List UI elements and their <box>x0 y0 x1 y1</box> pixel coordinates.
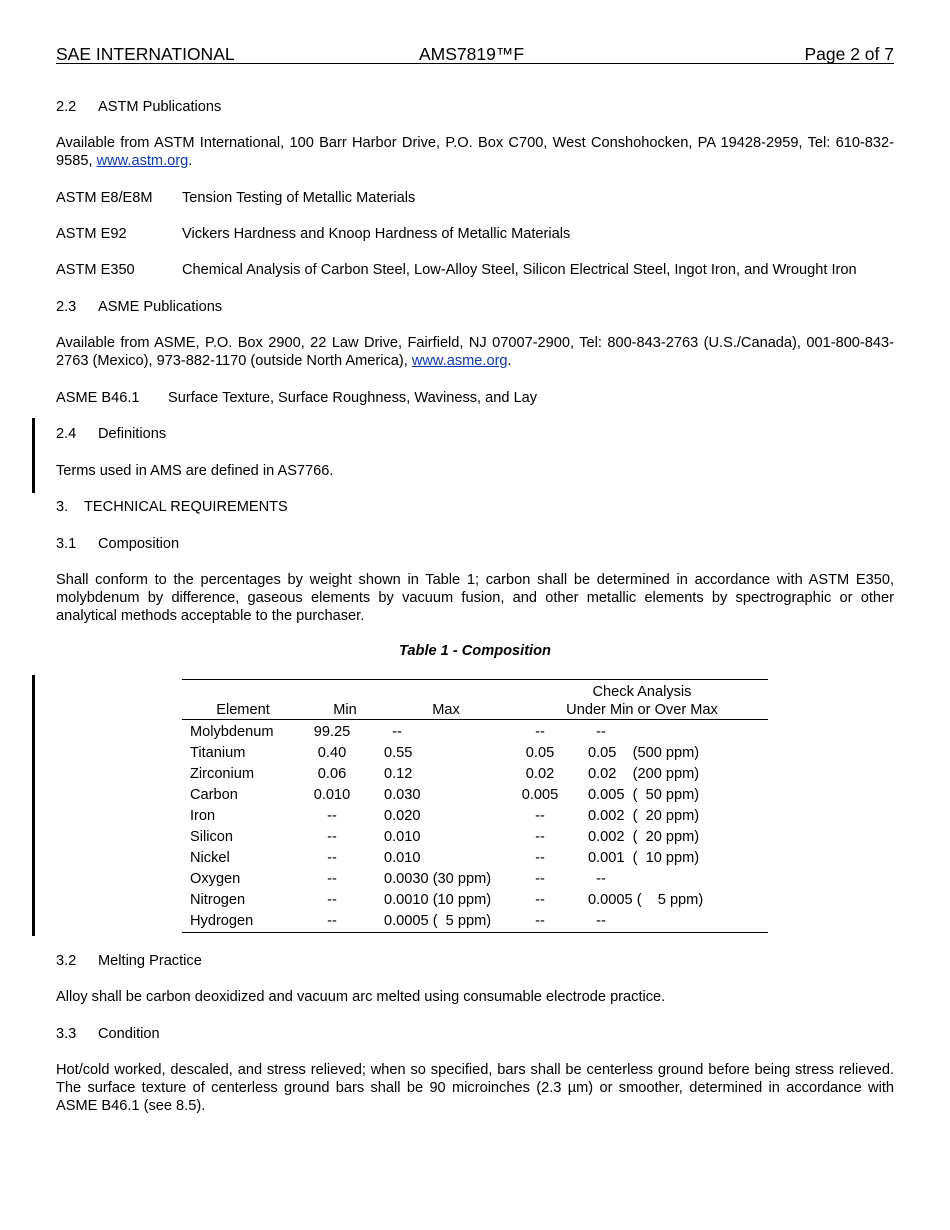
ref-code: ASTM E8/E8M <box>56 190 153 206</box>
asme-link[interactable]: www.asme.org <box>411 353 508 369</box>
cell-element: Iron <box>190 808 216 824</box>
table-top-rule <box>182 679 768 680</box>
section-3-2-title: Melting Practice <box>98 953 202 969</box>
ref-title: Chemical Analysis of Carbon Steel, Low-Alloy Steel, Silicon Electrical Steel, Ingot Iron, and Wrought Iron <box>182 262 857 278</box>
cell-min: -- <box>327 850 337 866</box>
cell-max: -- <box>384 724 402 740</box>
ref-title: Vickers Hardness and Knoop Hardness of Metallic Materials <box>182 226 571 242</box>
cell-over-max: -- <box>588 724 606 740</box>
section-2-3-title: ASME Publications <box>98 299 223 315</box>
table-header-rule <box>182 719 768 720</box>
header-org: SAE INTERNATIONAL <box>56 44 235 64</box>
cell-under-min: 0.005 <box>521 787 559 803</box>
section-3-1-number: 3.1 <box>56 536 77 552</box>
section-3-number: 3. <box>56 499 69 515</box>
section-3-1-title: Composition <box>98 536 180 552</box>
cell-element: Titanium <box>190 745 246 761</box>
cell-max: 0.010 <box>384 829 421 845</box>
cell-under-min: -- <box>535 724 545 740</box>
cell-max: 0.0030 (30 ppm) <box>384 871 492 887</box>
cell-under-min: -- <box>535 829 545 845</box>
cell-min: -- <box>327 913 337 929</box>
section-3-2-number: 3.2 <box>56 953 77 969</box>
cell-max: 0.030 <box>384 787 421 803</box>
section-3-1-paragraph: Shall conform to the percentages by weight shown in Table 1; carbon shall be determined in accordance with ASTM E350, molybdenum by difference, gaseous elements by vacuum fusion, and other metallic elements by spectrographic or other analytical methods acceptable to the purchaser. <box>56 572 894 624</box>
cell-min: 0.010 <box>313 787 351 803</box>
table-header-check-line1: Check Analysis <box>592 684 692 700</box>
cell-over-max: -- <box>588 871 606 887</box>
cell-over-max: 0.002 ( 20 ppm) <box>588 829 700 845</box>
table-caption: Table 1 - Composition <box>399 643 551 659</box>
cell-min: 0.06 <box>317 766 347 782</box>
cell-element: Silicon <box>190 829 233 845</box>
cell-over-max: 0.05 (500 ppm) <box>588 745 700 761</box>
section-2-2-paragraph <box>56 134 894 170</box>
section-3-3-title: Condition <box>98 1026 160 1042</box>
cell-max: 0.0010 (10 ppm) <box>384 892 492 908</box>
cell-under-min: 0.05 <box>525 745 555 761</box>
cell-over-max: 0.0005 ( 5 ppm) <box>588 892 704 908</box>
ref-code: ASTM E350 <box>56 262 135 278</box>
ref-code: ASTM E92 <box>56 226 127 242</box>
astm-link[interactable]: www.astm.org <box>96 153 189 169</box>
cell-under-min: -- <box>535 913 545 929</box>
cell-min: -- <box>327 871 337 887</box>
cell-over-max: 0.002 ( 20 ppm) <box>588 808 700 824</box>
header-page-number: Page 2 of 7 <box>804 44 894 64</box>
cell-min: 99.25 <box>313 724 351 740</box>
section-2-2-text: Available from ASTM International, 100 Barr Harbor Drive, P.O. Box C700, West Conshohocken, PA 19428-2959, Tel: 610-832-9585, <box>56 135 894 169</box>
cell-max: 0.0005 ( 5 ppm) <box>384 913 492 929</box>
cell-min: -- <box>327 892 337 908</box>
cell-element: Zirconium <box>190 766 255 782</box>
section-2-3-paragraph <box>56 334 894 370</box>
cell-max: 0.010 <box>384 850 421 866</box>
cell-element: Nitrogen <box>190 892 246 908</box>
revision-change-bar <box>32 418 35 493</box>
cell-min: -- <box>327 829 337 845</box>
section-2-3-text-end: . <box>507 353 512 369</box>
cell-element: Nickel <box>190 850 230 866</box>
cell-min: -- <box>327 808 337 824</box>
cell-max: 0.55 <box>384 745 413 761</box>
ref-title: Tension Testing of Metallic Materials <box>182 190 416 206</box>
cell-under-min: -- <box>535 892 545 908</box>
section-2-3-number: 2.3 <box>56 299 77 315</box>
cell-min: 0.40 <box>317 745 347 761</box>
cell-element: Molybdenum <box>190 724 274 740</box>
cell-under-min: -- <box>535 871 545 887</box>
ref-code: ASME B46.1 <box>56 390 140 406</box>
section-2-4-title: Definitions <box>98 426 167 442</box>
section-2-4-number: 2.4 <box>56 426 77 442</box>
header-doc-id: AMS7819™F <box>419 44 525 64</box>
revision-change-bar <box>32 675 35 936</box>
cell-element: Oxygen <box>190 871 241 887</box>
section-2-3-text: Available from ASME, P.O. Box 2900, 22 Law Drive, Fairfield, NJ 07007-2900, Tel: 800-843-2763 (U.S./Canada), 001-800-843-2763 (Mexico), 973-882-1170 (outside North America), <box>56 335 894 369</box>
section-3-3-number: 3.3 <box>56 1026 77 1042</box>
cell-over-max: -- <box>588 913 606 929</box>
section-3-2-paragraph: Alloy shall be carbon deoxidized and vacuum arc melted using consumable electrode practice. <box>56 989 666 1005</box>
header-rule <box>56 63 894 64</box>
cell-element: Hydrogen <box>190 913 254 929</box>
section-2-2-number: 2.2 <box>56 99 77 115</box>
section-3-3-paragraph: Hot/cold worked, descaled, and stress relieved; when so specified, bars shall be centerless ground before being stress relieved. The surface texture of centerless ground bars shall be 90 microinches (2.3 µm) or smoother, determined in accordance with ASME B46.1 (see 8.5). <box>56 1062 894 1114</box>
cell-max: 0.12 <box>384 766 413 782</box>
section-2-2-text-end: . <box>188 153 193 169</box>
cell-under-min: 0.02 <box>525 766 555 782</box>
cell-over-max: 0.02 (200 ppm) <box>588 766 700 782</box>
table-header-min: Min <box>333 702 357 718</box>
table-bottom-rule <box>182 932 768 933</box>
ref-title: Surface Texture, Surface Roughness, Waviness, and Lay <box>168 390 538 406</box>
table-header-check-line2: Under Min or Over Max <box>566 702 718 718</box>
table-header-max: Max <box>432 702 460 718</box>
cell-element: Carbon <box>190 787 238 803</box>
cell-max: 0.020 <box>384 808 421 824</box>
cell-under-min: -- <box>535 850 545 866</box>
section-2-4-paragraph: Terms used in AMS are defined in AS7766. <box>56 463 334 479</box>
section-3-title: TECHNICAL REQUIREMENTS <box>84 499 288 515</box>
table-header-element: Element <box>216 702 270 718</box>
cell-over-max: 0.005 ( 50 ppm) <box>588 787 700 803</box>
cell-over-max: 0.001 ( 10 ppm) <box>588 850 700 866</box>
cell-under-min: -- <box>535 808 545 824</box>
section-2-2-title: ASTM Publications <box>98 99 222 115</box>
